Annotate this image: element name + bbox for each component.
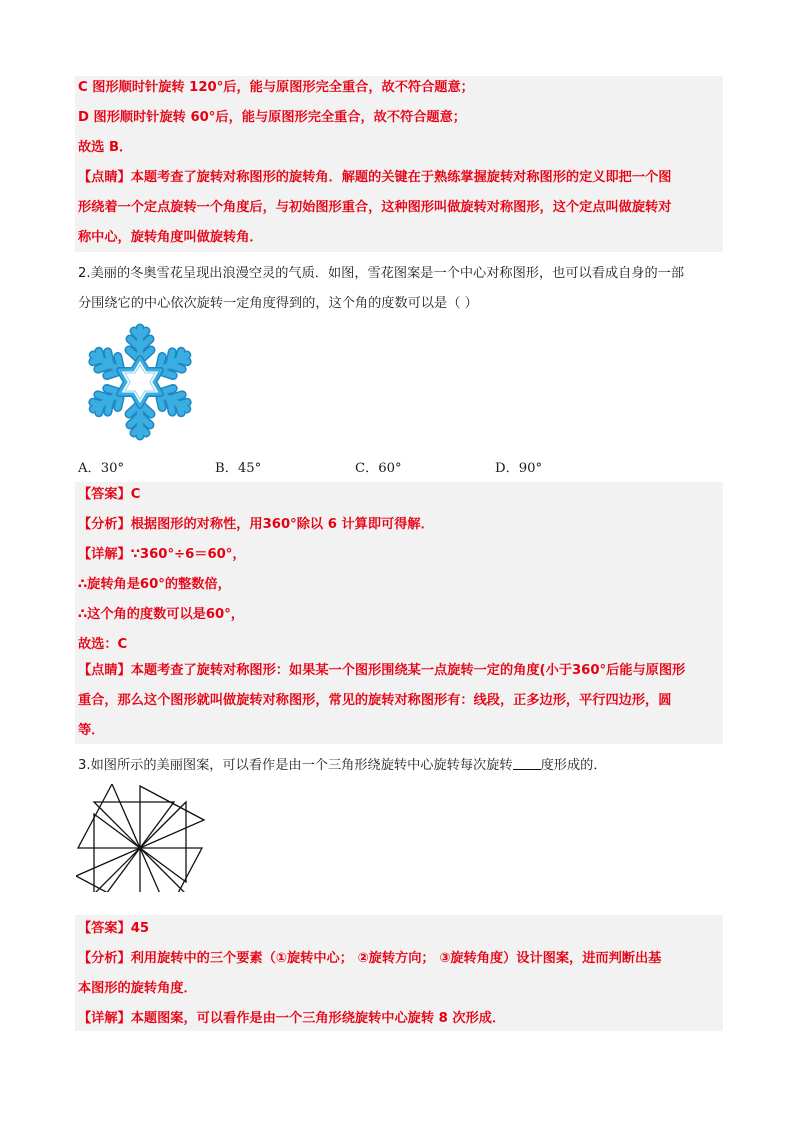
q2-option-b: B．45° — [215, 461, 262, 476]
q2-comment-line: 重合，那么这个图形就叫做旋转对称图形，常见的旋转对称图形有：线段，正多边形，平行四边形，圆 — [78, 693, 672, 708]
q2-option-c: C．60° — [355, 461, 402, 476]
q2-option-d: D．90° — [495, 461, 543, 476]
q3-answer: 【答案】45 — [78, 921, 150, 936]
q2-detail-line: 【详解】∵360°÷6＝60°， — [78, 547, 246, 562]
q3-stem — [78, 757, 607, 775]
q2-option-a: A．30° — [78, 461, 125, 476]
q2-comment-line: 【点睛】本题考查了旋转对称图形：如果某一个图形围绕某一点旋转一定的角度(小于360°后能与原图形 — [78, 663, 686, 678]
q3-analysis-line: 【分析】利用旋转中的三个要素（①旋转中心； ②旋转方向； ③旋转角度）设计图案，进而判断出基 — [78, 951, 662, 966]
q3-answer-blank — [513, 757, 541, 770]
q1-comment-line: 称中心，旋转角度叫做旋转角． — [78, 230, 263, 245]
q2-detail-line: ∴这个角的度数可以是60°， — [78, 607, 244, 622]
q2-answer: 【答案】C — [78, 487, 141, 502]
q3-analysis-line: 本图形的旋转角度． — [78, 981, 197, 996]
q2-comment-line: 等． — [78, 723, 105, 738]
q3-detail: 【详解】本题图案，可以看作是由一个三角形绕旋转中心旋转 8 次形成． — [78, 1011, 506, 1026]
q2-analysis: 【分析】根据图形的对称性，用360°除以 6 计算即可得解． — [78, 517, 434, 532]
q2-detail-line: ∴旋转角是60°的整数倍， — [78, 577, 231, 592]
q1-option-c-analysis: C 图形顺时针旋转 120°后，能与原图形完全重合，故不符合题意； — [78, 80, 474, 95]
q2-detail-line: 故选：C — [78, 637, 128, 652]
q2-stem-line: 分围绕它的中心依次旋转一定角度得到的，这个角的度数可以是（ ） — [78, 296, 478, 311]
q1-comment-line: 形绕着一个定点旋转一个角度后，与初始图形重合，这种图形叫做旋转对称图形，这个定点叫做旋转对 — [78, 200, 672, 215]
q1-answer: 故选 B． — [78, 140, 133, 155]
q2-stem-line: 2.美丽的冬奥雪花呈现出浪漫空灵的气质．如图，雪花图案是一个中心对称图形，也可以看成自身的一部 — [78, 266, 685, 281]
q1-option-d-analysis: D 图形顺时针旋转 60°后，能与原图形完全重合，故不符合题意； — [78, 110, 466, 125]
q3-stem-before: 3.如图所示的美丽图案，可以看作是由一个三角形绕旋转中心旋转每次旋转 — [78, 758, 513, 773]
snowflake-figure — [76, 322, 204, 442]
pinwheel-figure — [76, 784, 206, 892]
q1-comment-line: 【点睛】本题考查了旋转对称图形的旋转角．解题的关键在于熟练掌握旋转对称图形的定义即把一个图 — [78, 170, 672, 185]
q3-stem-after: 度形成的． — [540, 758, 607, 773]
q1-solution-block — [75, 76, 723, 252]
